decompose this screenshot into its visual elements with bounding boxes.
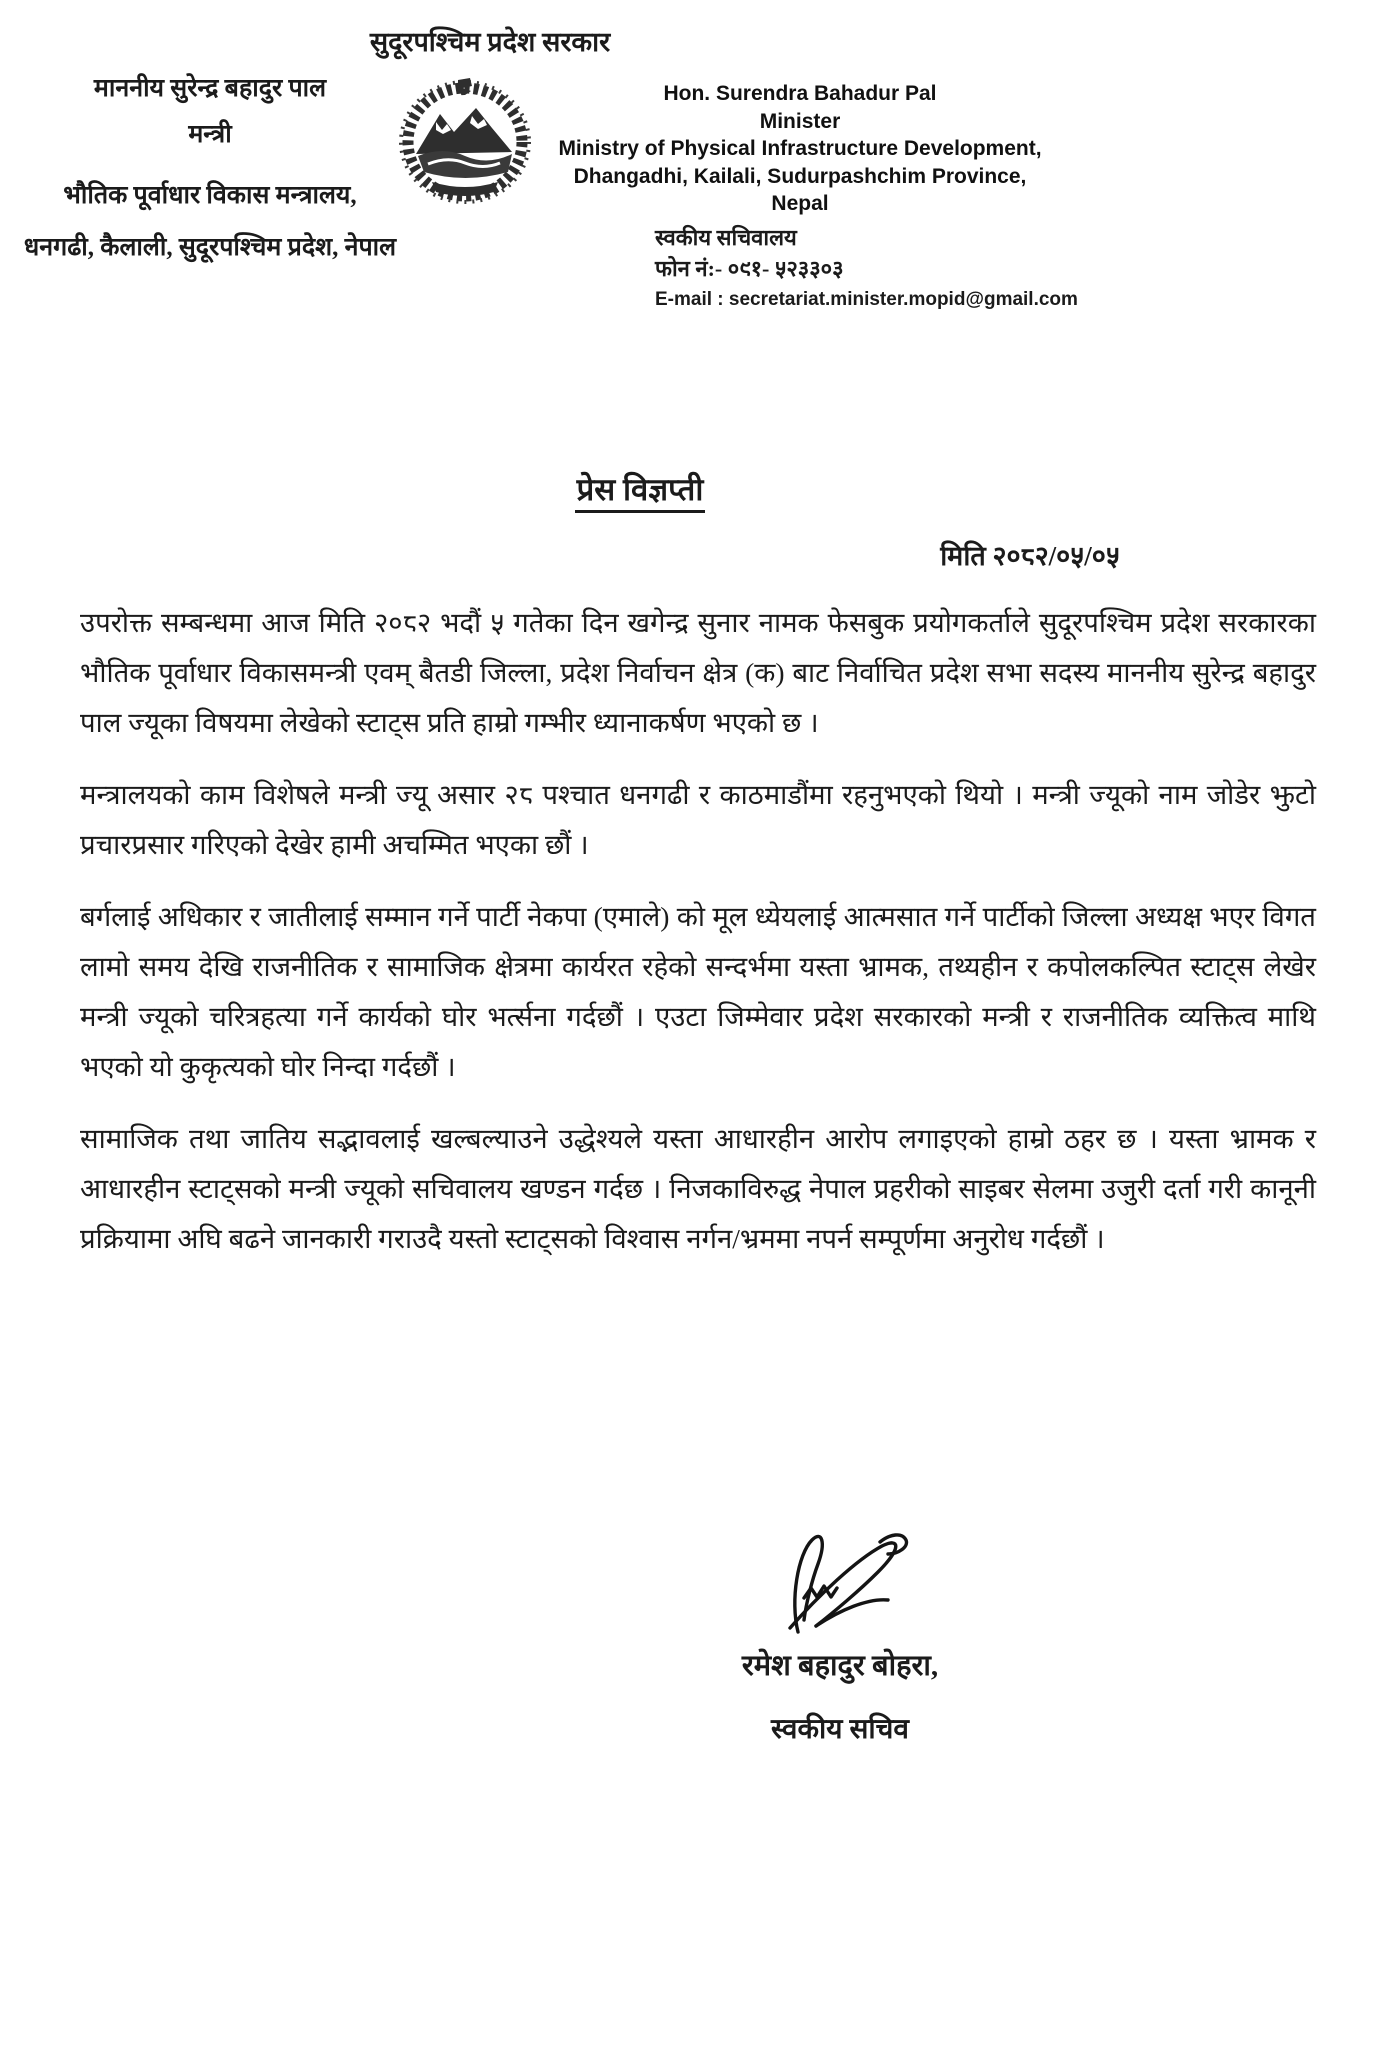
ministry-address-en: Dhangadhi, Kailali, Sudurpashchim Province, Nepal: [573, 164, 1027, 215]
secretariat-contact-block: [655, 222, 1135, 315]
minister-name-en: Hon. Surendra Bahadur Pal: [663, 82, 937, 105]
handwritten-signature-icon: [760, 1520, 920, 1650]
paragraph-3: बर्गलाई अधिकार र जातीलाई सम्मान गर्ने पार्टी नेकपा (एमाले) को मूल ध्येयलाई आत्मसात गर्ने पार्टीको जिल्ला अध्यक्ष भएर विगत लामो समय देखि राजनीतिक र सामाजिक क्षेत्रमा कार्यरत रहेको सन्दर्भमा यस्ता भ्रामक, तथ्यहीन र कपोलकल्पित स्टाट्स लेखेर मन्त्री ज्यूको चरित्रहत्या गर्ने कार्यको घोर भर्त्सना गर्दछौं । एउटा जिम्मेवार प्रदेश सरकारको मन्त्री र राजनीतिक व्यक्तित्व माथि भएको यो कुकृत्यको घोर निन्दा गर्दछौं ।: [80, 901, 1316, 1082]
press-release-title: प्रेस विज्ञप्ती: [440, 468, 840, 510]
press-release-date: मिति २०८२/०५/०५: [940, 541, 1120, 571]
nepal-emblem-icon: [388, 76, 543, 211]
paragraph-1: उपरोक्त सम्बन्धमा आज मिति २०८२ भदौं ५ गतेका दिन खगेन्द्र सुनार नामक फेसबुक प्रयोगकर्ताले सुदूरपश्चिम प्रदेश सरकारका भौतिक पूर्वाधार विकासमन्त्री एवम् बैतडी जिल्ला, प्रदेश निर्वाचन क्षेत्र (क) बाट निर्वाचित प्रदेश सभा सदस्य माननीय सुरेन्द्र बहादुर पाल ज्यूका विषयमा लेखेको स्टाट्स प्रति हाम्रो गम्भीर ध्यानाकर्षण भएको छ ।: [80, 607, 1316, 738]
secretariat-phone: फोन नं:- ०९१- ५२३३०३: [655, 256, 844, 281]
secretariat-office: स्वकीय सचिवालय: [655, 225, 797, 250]
minister-post-en: Minister: [759, 109, 841, 133]
ministry-name-en: Ministry of Physical Infrastructure Development,: [558, 137, 1042, 160]
press-release-body: [80, 598, 1316, 1286]
government-title: सुदूरपश्चिम प्रदेश सरकार: [369, 27, 611, 57]
secretariat-email: E-mail : secretariat.minister.mopid@gmail.com: [655, 289, 1078, 310]
ministry-address-np: धनगढी, कैलाली, सुदूरपश्चिम प्रदेश, नेपाल: [23, 234, 397, 261]
minister-name-np: माननीय सुरेन्द्र बहादुर पाल: [93, 75, 327, 102]
paragraph-4: सामाजिक तथा जातिय सद्भावलाई खल्बल्याउने उद्धेश्यले यस्ता आधारहीन आरोप लगाइएको हाम्रो ठहर छ । यस्ता भ्रामक र आधारहीन स्टाट्सको मन्त्री ज्यूको सचिवालय खण्डन गर्दछ । निजकाविरुद्ध नेपाल प्रहरीको साइबर सेलमा उजुरी दर्ता गरी कानूनी प्रक्रियामा अघि बढने जानकारी गराउदै यस्तो स्टाट्सको विश्वास नर्गन/भ्रममा नपर्न सम्पूर्णमा अनुरोध गर्दछौं ।: [80, 1123, 1316, 1254]
signatory-role: स्वकीय सचिव: [771, 1714, 909, 1745]
minister-post-np: मन्त्री: [188, 121, 232, 148]
ministry-name-np: भौतिक पूर्वाधार विकास मन्त्रालय,: [63, 182, 357, 209]
minister-block-nepali: [10, 66, 410, 274]
signature-block: [690, 1520, 990, 1750]
paragraph-2: मन्त्रालयको काम विशेषले मन्त्री ज्यू असार २८ पश्चात धनगढी र काठमाडौंमा रहनुभएको थियो । मन्त्री ज्यूको नाम जोडेर झुटो प्रचारप्रसार गरिएको देखेर हामी अचम्मित भएका छौं ।: [80, 779, 1316, 860]
minister-block-english: [555, 80, 1045, 218]
signatory-name: रमेश बहादुर बोहरा,: [741, 1650, 939, 1682]
